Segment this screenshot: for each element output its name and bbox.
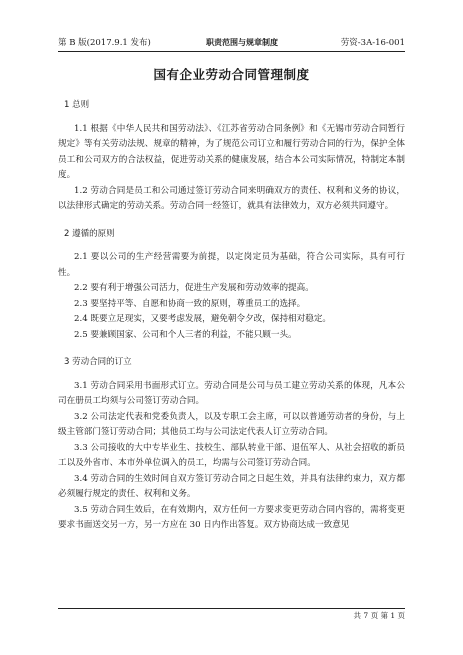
paragraph-2-4: 2.4 既要立足现实，又要考虑发展，避免朝令夕改，保持相对稳定。 bbox=[74, 314, 332, 324]
header-version: 第 B 版(2017.9.1 发布) bbox=[58, 38, 151, 48]
paragraph-3-4: 3.4 劳动合同的生效时间自双方签订劳动合同之日起生效，并具有法律约束力，双方都必须履行规定的责任、权利和义务。 bbox=[58, 473, 405, 499]
section-heading-principles: 2 遵循的原则 bbox=[64, 228, 115, 239]
paragraph-2-1: 2.1 要以公司的生产经营需要为前提，以定岗定员为基础，符合公司实际，具有可行性。 bbox=[58, 252, 405, 278]
document-title: 国有企业劳动合同管理制度 bbox=[153, 67, 310, 82]
header-doc-number: 劳资-3A-16-001 bbox=[340, 38, 405, 48]
paragraph-3-3: 3.3 公司接收的大中专毕业生、技校生、部队转业干部、退伍军人、从社会招收的新员工以及外省市、本市外单位调入的员工，均需与公司签订劳动合同。 bbox=[58, 442, 405, 468]
document-body bbox=[58, 98, 405, 534]
page-header bbox=[58, 37, 405, 52]
paragraph-1-1: 1.1 根据《中华人民共和国劳动法》、《江苏省劳动合同条例》和《无锡市劳动合同暂行规定》等有关劳动法规、规章的精神，为了规范公司订立和履行劳动合同的行为，保护全体员工和公司双方的合法权益，促进劳动关系的健康发展，结合本公司实际情况，特制定本制度。 bbox=[58, 123, 405, 180]
paragraph-3-5: 3.5 劳动合同生效后，在有效期内，双方任何一方要求变更劳动合同内容的，需将变更要求书面送交另一方，另一方应在 30 日内作出答复。双方协商达成一致意见 bbox=[58, 504, 405, 530]
paragraph-3-2: 3.2 公司法定代表和党委负责人，以及专职工会主席，可以以普通劳动者的身份，与上级主管部门签订劳动合同；其他员工均与公司法定代表人订立劳动合同。 bbox=[58, 411, 405, 437]
paragraph-1-2: 1.2 劳动合同是员工和公司通过签订劳动合同来明确双方的责任、权利和义务的协议，以法律形式确定的劳动关系。劳动合同一经签订，就具有法律效力，双方必须共同遵守。 bbox=[58, 185, 405, 211]
footer-divider bbox=[58, 608, 405, 609]
page-number: 共 7 页 第 1 页 bbox=[353, 611, 405, 620]
header-category: 职责范围与规章制度 bbox=[206, 38, 278, 47]
paragraph-3-1: 3.1 劳动合同采用书面形式订立。劳动合同是公司与员工建立劳动关系的体现，凡本公司在册员工均须与公司签订劳动合同。 bbox=[58, 380, 405, 406]
paragraph-2-3: 2.3 要坚持平等、自愿和协商一致的原则，尊重员工的选择。 bbox=[74, 298, 306, 309]
section-heading-general: 1 总则 bbox=[64, 100, 90, 110]
paragraph-2-5: 2.5 要兼顾国家、公司和个人三者的利益，不能只顾一头。 bbox=[74, 329, 297, 340]
section-heading-contract-signing: 3 劳动合同的订立 bbox=[64, 357, 132, 367]
paragraph-2-2: 2.2 要有利于增强公司活力，促进生产发展和劳动效率的提高。 bbox=[74, 283, 314, 293]
